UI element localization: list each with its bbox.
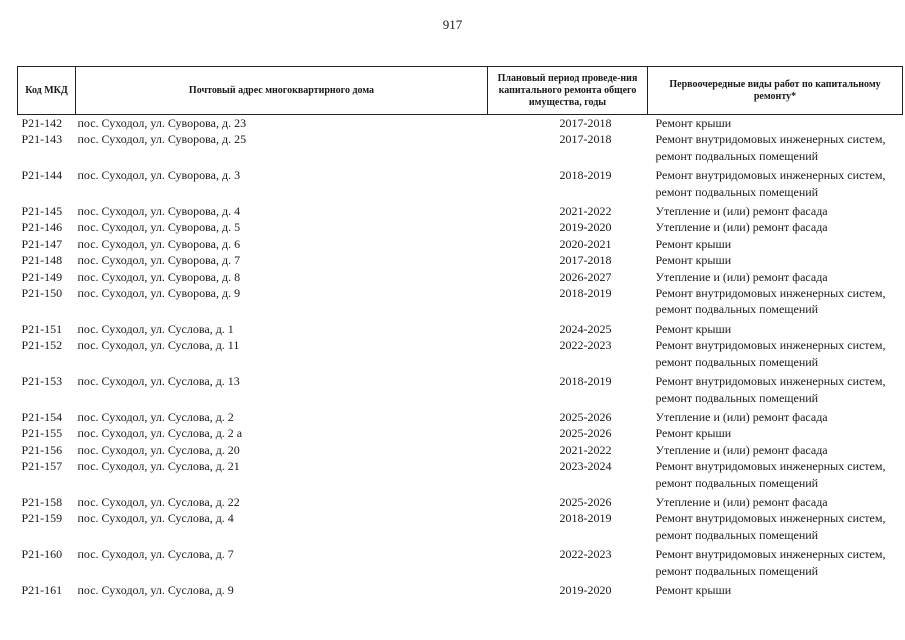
repair-works bbox=[648, 321, 903, 337]
repair-work-line: ремонт подвальных помещений bbox=[655, 354, 819, 369]
mkd-code: Р21-143 bbox=[21, 132, 63, 147]
table-row bbox=[18, 167, 903, 203]
mkd-code: Р21-146 bbox=[21, 220, 63, 235]
mkd-code: Р21-148 bbox=[21, 253, 63, 268]
table-row bbox=[18, 425, 903, 441]
table-row bbox=[18, 236, 903, 252]
repair-works bbox=[648, 219, 903, 235]
repair-works bbox=[648, 510, 903, 546]
mkd-code: Р21-150 bbox=[21, 286, 63, 301]
repair-work-line: Ремонт внутридомовых инженерных систем, bbox=[655, 459, 886, 474]
mkd-code: Р21-155 bbox=[21, 426, 63, 441]
mkd-address: пос. Суходол, ул. Суворова, д. 23 bbox=[77, 116, 247, 130]
mkd-address: пос. Суходол, ул. Суворова, д. 7 bbox=[77, 253, 241, 268]
mkd-code: Р21-156 bbox=[21, 442, 63, 457]
table-row bbox=[18, 373, 903, 409]
mkd-code: Р21-153 bbox=[21, 374, 63, 389]
repair-period: 2023-2024 bbox=[559, 459, 612, 474]
table-header bbox=[18, 67, 903, 115]
repair-work-line: Ремонт крыши bbox=[655, 236, 732, 251]
repair-works bbox=[648, 131, 903, 167]
repair-works bbox=[648, 167, 903, 203]
mkd-address: пос. Суходол, ул. Суслова, д. 7 bbox=[77, 547, 234, 562]
repair-works bbox=[648, 337, 903, 373]
table-row bbox=[18, 458, 903, 494]
repair-period: 2022-2023 bbox=[559, 547, 612, 562]
repair-period: 2025-2026 bbox=[559, 426, 612, 441]
table-row bbox=[18, 252, 903, 268]
repair-works bbox=[648, 582, 903, 598]
repair-work-line: Ремонт внутридомовых инженерных систем, bbox=[655, 547, 886, 562]
mkd-code: Р21-157 bbox=[21, 459, 63, 474]
mkd-address: пос. Суходол, ул. Суслова, д. 21 bbox=[77, 459, 240, 474]
repair-work-line: Утепление и (или) ремонт фасада bbox=[655, 494, 828, 509]
table-row bbox=[18, 269, 903, 285]
repair-period: 2018-2019 bbox=[559, 286, 612, 301]
repair-period: 2020-2021 bbox=[559, 236, 612, 251]
repair-work-line: ремонт подвальных помещений bbox=[655, 302, 819, 317]
mkd-address: пос. Суходол, ул. Суслова, д. 4 bbox=[77, 511, 234, 526]
repair-period: 2021-2022 bbox=[559, 204, 612, 219]
repair-period: 2018-2019 bbox=[559, 511, 612, 526]
repair-period: 2022-2023 bbox=[559, 338, 612, 353]
repair-works bbox=[648, 409, 903, 425]
repair-period: 2018-2019 bbox=[559, 168, 612, 183]
table-row bbox=[18, 321, 903, 337]
repair-work-line: Ремонт крыши bbox=[655, 253, 732, 268]
table-row bbox=[18, 409, 903, 425]
repair-works bbox=[648, 285, 903, 321]
mkd-address: пос. Суходол, ул. Суслова, д. 9 bbox=[77, 582, 234, 597]
repair-work-line: Ремонт внутридомовых инженерных систем, bbox=[655, 168, 886, 183]
repair-period: 2019-2020 bbox=[559, 582, 612, 597]
table-row bbox=[18, 442, 903, 458]
mkd-code: Р21-158 bbox=[21, 494, 63, 509]
repair-work-line: Утепление и (или) ремонт фасада bbox=[655, 204, 828, 219]
repair-work-line: Ремонт крыши bbox=[655, 426, 732, 441]
repair-works bbox=[648, 269, 903, 285]
page-number: 917 bbox=[442, 17, 463, 32]
table-row bbox=[18, 219, 903, 235]
mkd-address: пос. Суходол, ул. Суворова, д. 9 bbox=[77, 286, 241, 301]
mkd-code: Р21-147 bbox=[21, 236, 63, 251]
mkd-code: Р21-159 bbox=[21, 511, 63, 526]
mkd-address: пос. Суходол, ул. Суслова, д. 20 bbox=[77, 442, 240, 457]
repair-period: 2024-2025 bbox=[559, 321, 612, 336]
repair-work-line: Утепление и (или) ремонт фасада bbox=[655, 220, 828, 235]
mkd-address: пос. Суходол, ул. Суслова, д. 11 bbox=[77, 338, 240, 353]
repair-period: 2017-2018 bbox=[559, 116, 612, 130]
mkd-code: Р21-145 bbox=[21, 204, 63, 219]
repair-work-line: Ремонт внутридомовых инженерных систем, bbox=[655, 338, 886, 353]
mkd-address: пос. Суходол, ул. Суслова, д. 2 bbox=[77, 409, 234, 424]
mkd-address: пос. Суходол, ул. Суворова, д. 8 bbox=[77, 269, 241, 284]
table-row bbox=[18, 131, 903, 167]
repair-works bbox=[648, 546, 903, 582]
repair-work-line: Ремонт внутридомовых инженерных систем, bbox=[655, 511, 886, 526]
header-address: Почтовый адрес многоквартирного дома bbox=[76, 67, 488, 115]
repair-period: 2019-2020 bbox=[559, 220, 612, 235]
repair-work-line: Ремонт внутридомовых инженерных систем, bbox=[655, 374, 886, 389]
repair-work-line: ремонт подвальных помещений bbox=[655, 475, 819, 490]
table-body bbox=[18, 115, 903, 599]
repair-works bbox=[648, 373, 903, 409]
table-row bbox=[18, 115, 903, 132]
header-row bbox=[18, 67, 903, 115]
capital-repair-table bbox=[17, 66, 903, 598]
mkd-address: пос. Суходол, ул. Суворова, д. 5 bbox=[77, 220, 241, 235]
mkd-code: Р21-142 bbox=[21, 116, 63, 130]
repair-period: 2018-2019 bbox=[559, 374, 612, 389]
repair-work-line: Ремонт крыши bbox=[655, 582, 732, 597]
repair-work-line: ремонт подвальных помещений bbox=[655, 148, 819, 163]
repair-period: 2021-2022 bbox=[559, 442, 612, 457]
repair-work-line: Ремонт внутридомовых инженерных систем, bbox=[655, 132, 886, 147]
repair-works bbox=[648, 494, 903, 510]
mkd-address: пос. Суходол, ул. Суслова, д. 2 а bbox=[77, 426, 243, 441]
mkd-code: Р21-149 bbox=[21, 269, 63, 284]
table-row bbox=[18, 285, 903, 321]
repair-works bbox=[648, 236, 903, 252]
repair-period: 2025-2026 bbox=[559, 409, 612, 424]
mkd-address: пос. Суходол, ул. Суворова, д. 6 bbox=[77, 236, 241, 251]
repair-work-line: Утепление и (или) ремонт фасада bbox=[655, 409, 828, 424]
mkd-address: пос. Суходол, ул. Суслова, д. 13 bbox=[77, 374, 240, 389]
repair-work-line: ремонт подвальных помещений bbox=[655, 390, 819, 405]
mkd-address: пос. Суходол, ул. Суворова, д. 25 bbox=[77, 132, 247, 147]
mkd-code: Р21-154 bbox=[21, 409, 63, 424]
repair-period: 2026-2027 bbox=[559, 269, 612, 284]
repair-works bbox=[648, 115, 903, 132]
repair-work-line: ремонт подвальных помещений bbox=[655, 184, 819, 199]
repair-period: 2025-2026 bbox=[559, 494, 612, 509]
mkd-address: пос. Суходол, ул. Суслова, д. 22 bbox=[77, 494, 240, 509]
mkd-code: Р21-160 bbox=[21, 547, 63, 562]
repair-period: 2017-2018 bbox=[559, 132, 612, 147]
repair-work-line: Ремонт внутридомовых инженерных систем, bbox=[655, 286, 886, 301]
repair-works bbox=[648, 442, 903, 458]
header-works: Первоочередные виды работ по капитальному ремонту* bbox=[648, 67, 903, 115]
table-row bbox=[18, 203, 903, 219]
repair-works bbox=[648, 425, 903, 441]
repair-works bbox=[648, 203, 903, 219]
repair-works bbox=[648, 252, 903, 268]
mkd-code: Р21-161 bbox=[21, 582, 63, 597]
table-row bbox=[18, 582, 903, 598]
table-row bbox=[18, 546, 903, 582]
repair-work-line: Утепление и (или) ремонт фасада bbox=[655, 269, 828, 284]
mkd-address: пос. Суходол, ул. Суворова, д. 3 bbox=[77, 168, 241, 183]
repair-period: 2017-2018 bbox=[559, 253, 612, 268]
repair-work-line: Ремонт крыши bbox=[655, 321, 732, 336]
mkd-code: Р21-144 bbox=[21, 168, 63, 183]
repair-work-line: ремонт подвальных помещений bbox=[655, 563, 819, 578]
repair-work-line: Ремонт крыши bbox=[655, 116, 732, 130]
table-row bbox=[18, 494, 903, 510]
mkd-address: пос. Суходол, ул. Суслова, д. 1 bbox=[77, 321, 234, 336]
repair-work-line: Утепление и (или) ремонт фасада bbox=[655, 442, 828, 457]
header-period: Плановый период проведе-ния капитального ремонта общего имущества, годы bbox=[488, 67, 648, 115]
mkd-code: Р21-151 bbox=[21, 321, 63, 336]
mkd-code: Р21-152 bbox=[21, 338, 63, 353]
repair-works bbox=[648, 458, 903, 494]
mkd-address: пос. Суходол, ул. Суворова, д. 4 bbox=[77, 204, 241, 219]
header-code: Код МКД bbox=[18, 67, 76, 115]
repair-work-line: ремонт подвальных помещений bbox=[655, 527, 819, 542]
table-row bbox=[18, 337, 903, 373]
table-row bbox=[18, 510, 903, 546]
